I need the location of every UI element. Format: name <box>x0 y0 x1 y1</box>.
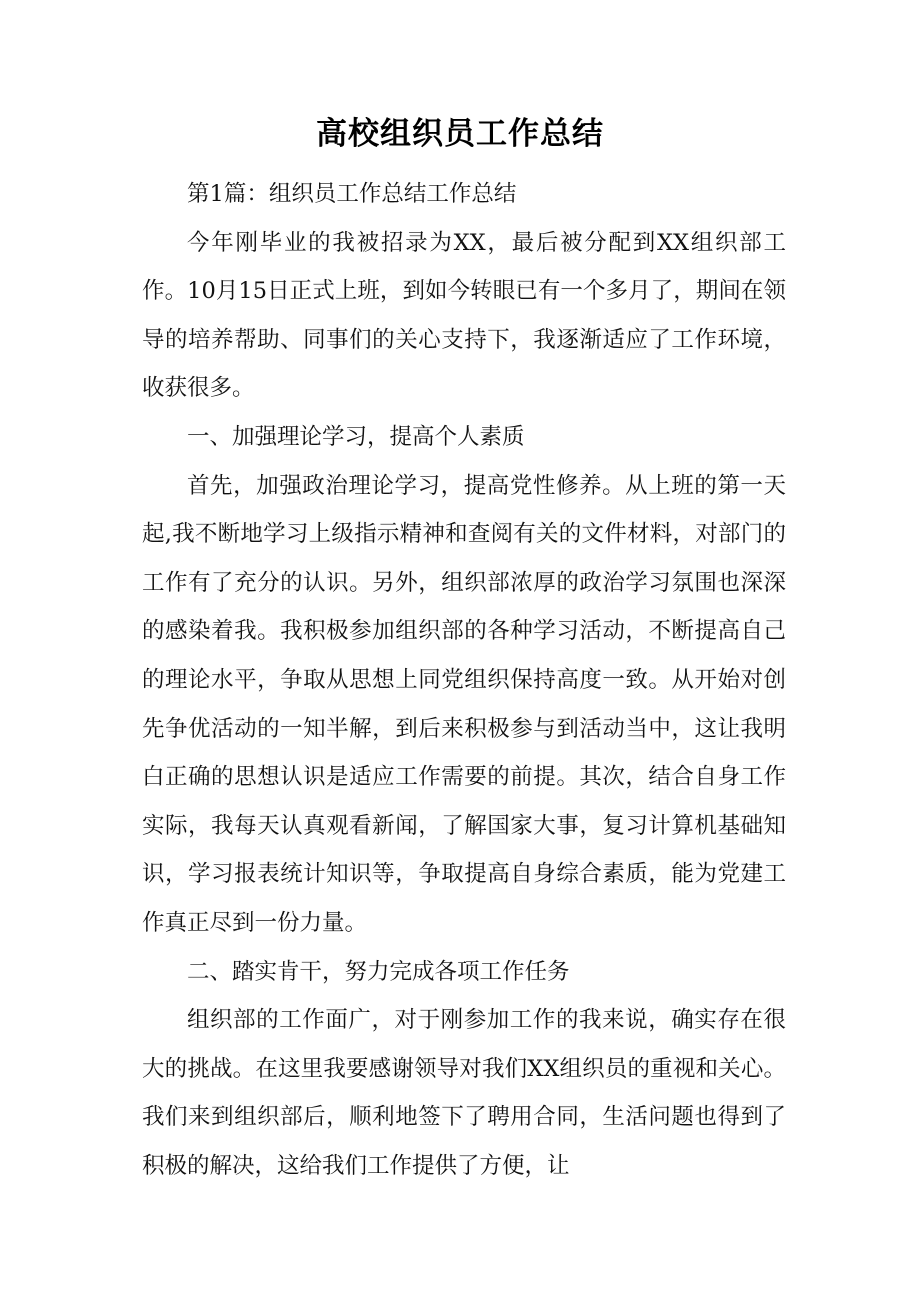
section-heading-2: 二、踏实肯干，努力完成各项工作任务 <box>187 958 570 985</box>
section-heading-1: 一、加强理论学习，提高个人素质 <box>187 423 525 450</box>
chapter-heading: 第1篇：组织员工作总结工作总结 <box>187 181 517 207</box>
paragraph-section-1: 首先，加强政治理论学习，提高党性修养。从上班的第一天起,我不断地学习上级指示精神和查阅有关的文件材料，对部门的工作有了充分的认识。另外，组织部浓厚的政治学习氛围也深深的感染着我。我积极参加组织部的各种学习活动，不断提高自己的理论水平，争取从思想上同党组织保持高度一致。从开始对创先争优活动的一知半解，到后来积极参与到活动当中，这让我明白正确的思想认识是适应工作需要的前提。其次，结合自身工作实际，我每天认真观看新闻，了解国家大事，复习计算机基础知识，学习报表统计知识等，争取提高自身综合素质，能为党建工作真正尽到一份力量。 <box>142 472 786 936</box>
paragraph-section-2: 组织部的工作面广，对于刚参加工作的我来说，确实存在很大的挑战。在这里我要感谢领导对我们XX组织员的重视和关心。我们来到组织部后，顺利地签下了聘用合同，生活问题也得到了积极的解决，这给我们工作提供了方便，让 <box>142 1007 786 1179</box>
document-body <box>142 170 786 1190</box>
paragraph-intro: 今年刚毕业的我被招录为XX，最后被分配到XX组织部工作。10月15日正式上班，到如今转眼已有一个多月了，期间在领导的培养帮助、同事们的关心支持下，我逐渐适应了工作环境，收获很多。 <box>142 229 786 402</box>
document-title: 高校组织员工作总结 <box>316 116 604 152</box>
